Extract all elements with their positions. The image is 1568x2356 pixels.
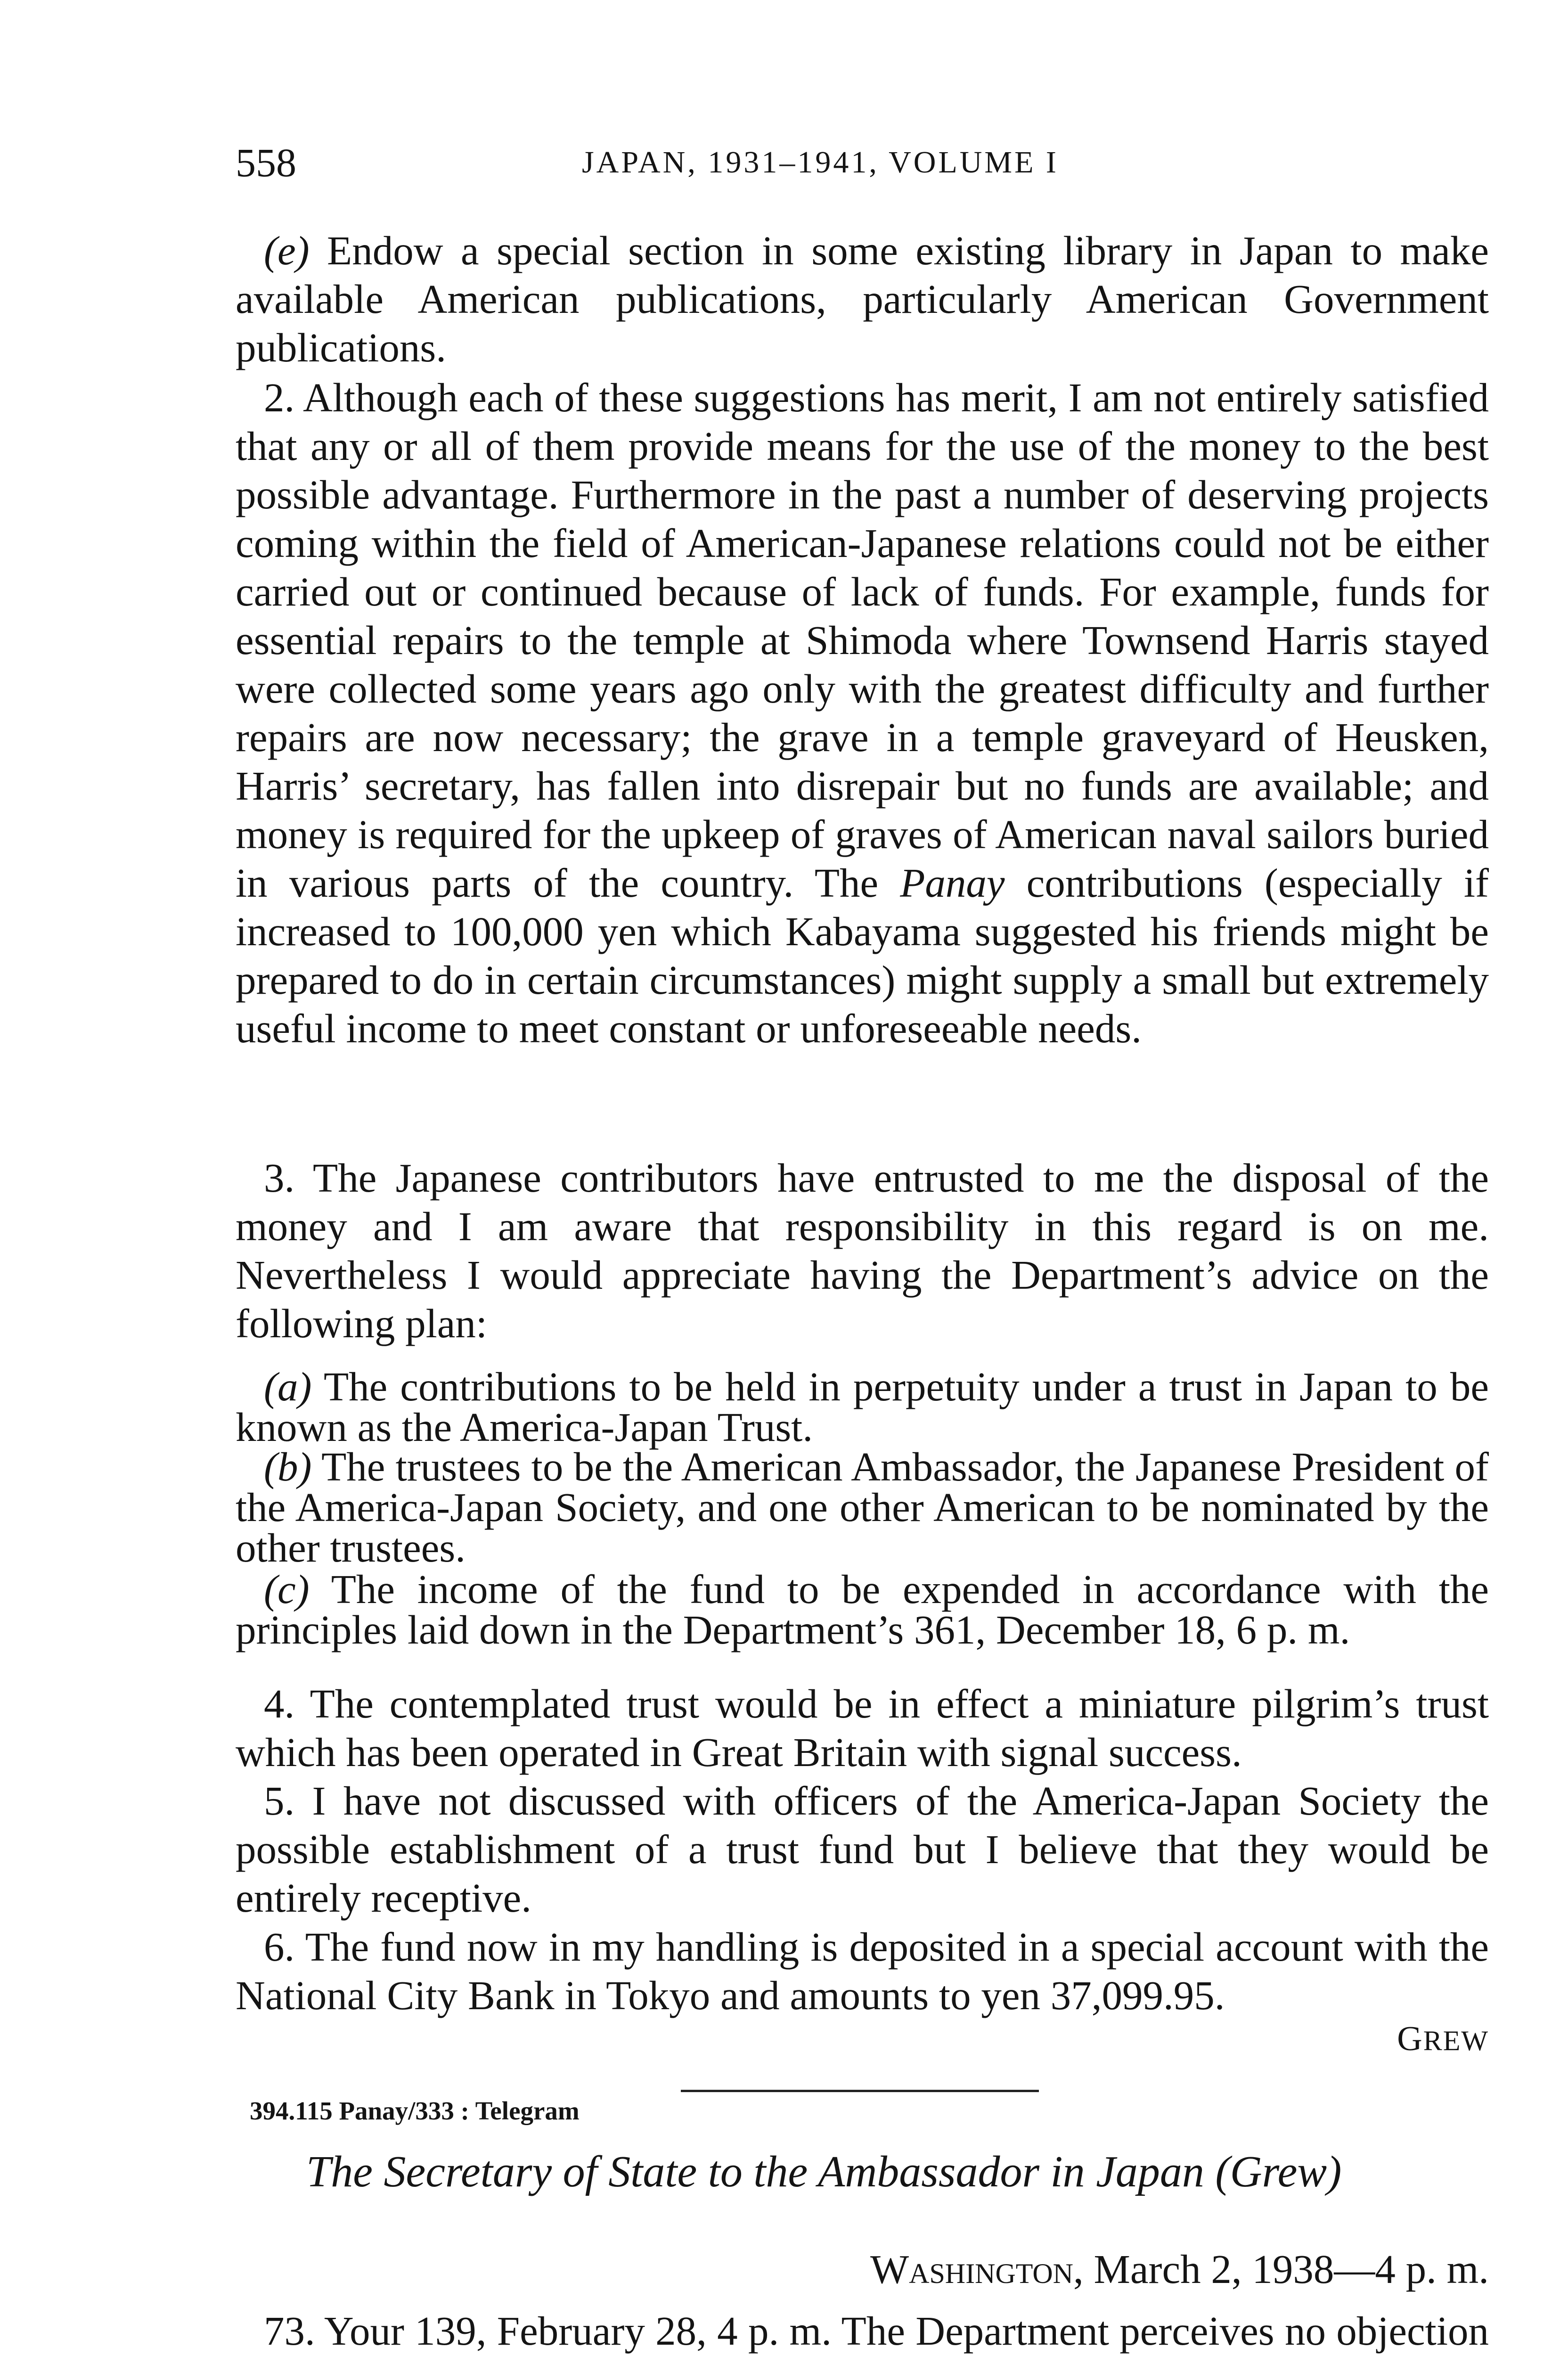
paragraph-6: 6. The fund now in my handling is deposited in a special account with the National City Bank in Tokyo and amounts to yen 37,099.95.: [236, 1924, 1489, 2018]
item-text: The contributions to be held in perpetuity under a trust in Japan to be known as the America-Japan Trust.: [236, 1364, 1489, 1450]
dateline-date: , March 2, 1938—4 p. m.: [1073, 2246, 1489, 2292]
page-number: 558: [236, 140, 296, 185]
page-header: [236, 139, 1489, 191]
running-head: JAPAN, 1931–1941, VOLUME I: [582, 145, 1059, 180]
item-text: The trustees to be the American Ambassador, the Japanese President of the America-Japan Society, and one other American to be nominated by the other trustees.: [236, 1444, 1489, 1571]
item-label: (c): [264, 1566, 310, 1612]
paragraph-text-continued: contributions (especially if increased to 100,000 yen which Kabayama suggested his friends might be prepared to do in certain circumstances) might supply a small but extremely useful income to meet constant or unforeseeable needs.: [236, 860, 1489, 1051]
signature: [1397, 2019, 1489, 2059]
paragraph-73: 73. Your 139, February 28, 4 p. m. The Department perceives no objection: [264, 2308, 1489, 2354]
paragraph-5: 5. I have not discussed with officers of the America-Japan Society the possible establishment of a trust fund but I believe that they would be entirely receptive.: [236, 1778, 1489, 1921]
paragraph-4: 4. The contemplated trust would be in effect a miniature pilgrim’s trust which has been operated in Great Britain with signal success.: [236, 1681, 1489, 1775]
dateline: [870, 2245, 1489, 2293]
dateline-place-rest: ASHINGTON: [909, 2258, 1074, 2289]
paragraph-2: [236, 373, 1489, 1053]
document-title: The Secretary of State to the Ambassador in Japan (Grew): [306, 2147, 1342, 2196]
paragraph-3: 3. The Japanese contributors have entrusted to me the disposal of the money and I am aware that responsibility in this regard is on me. Nevertheless I would appreciate having the Department’s advice on the following plan:: [236, 1155, 1489, 1346]
dateline-place-initial: W: [870, 2246, 909, 2292]
file-reference: 394.115 Panay/333 : Telegram: [250, 2096, 580, 2125]
item-label: (e): [264, 228, 310, 273]
paragraph-e: [236, 226, 1489, 372]
vessel-name: Panay: [900, 860, 1005, 906]
paragraph-text: Endow a special section in some existing library in Japan to make available American publications, particularly American Government publications.: [236, 228, 1489, 370]
signature-initial: G: [1397, 2020, 1423, 2058]
section-divider: [681, 2090, 1039, 2092]
item-label: (a): [264, 1364, 312, 1409]
item-label: (b): [264, 1444, 312, 1489]
paragraph-text: 2. Although each of these suggestions has merit, I am not entirely satisfied that any or all of them provide means for the use of the money to the best possible advantage. Furthermore in the past a number of deserving projects coming within the field of American-Japanese relations could not be either carried out or continued because of lack of funds. For example, funds for essential repairs to the temple at Shimoda where Townsend Harris stayed were collected some years ago only with the greatest difficulty and further repairs are now necessary; the grave in a temple graveyard of Heusken, Harris’ secretary, has fallen into disrepair but no funds are available; and money is required for the upkeep of graves of American naval sailors buried in various parts of the country. The: [236, 375, 1489, 906]
plan-item-b: [236, 1444, 1489, 1571]
signature-rest: REW: [1423, 2025, 1489, 2056]
plan-item-a: [236, 1366, 1489, 1448]
plan-item-c: [236, 1566, 1489, 1652]
item-text: The income of the fund to be expended in accordance with the principles laid down in the Department’s 361, December 18, 6 p. m.: [236, 1566, 1489, 1652]
